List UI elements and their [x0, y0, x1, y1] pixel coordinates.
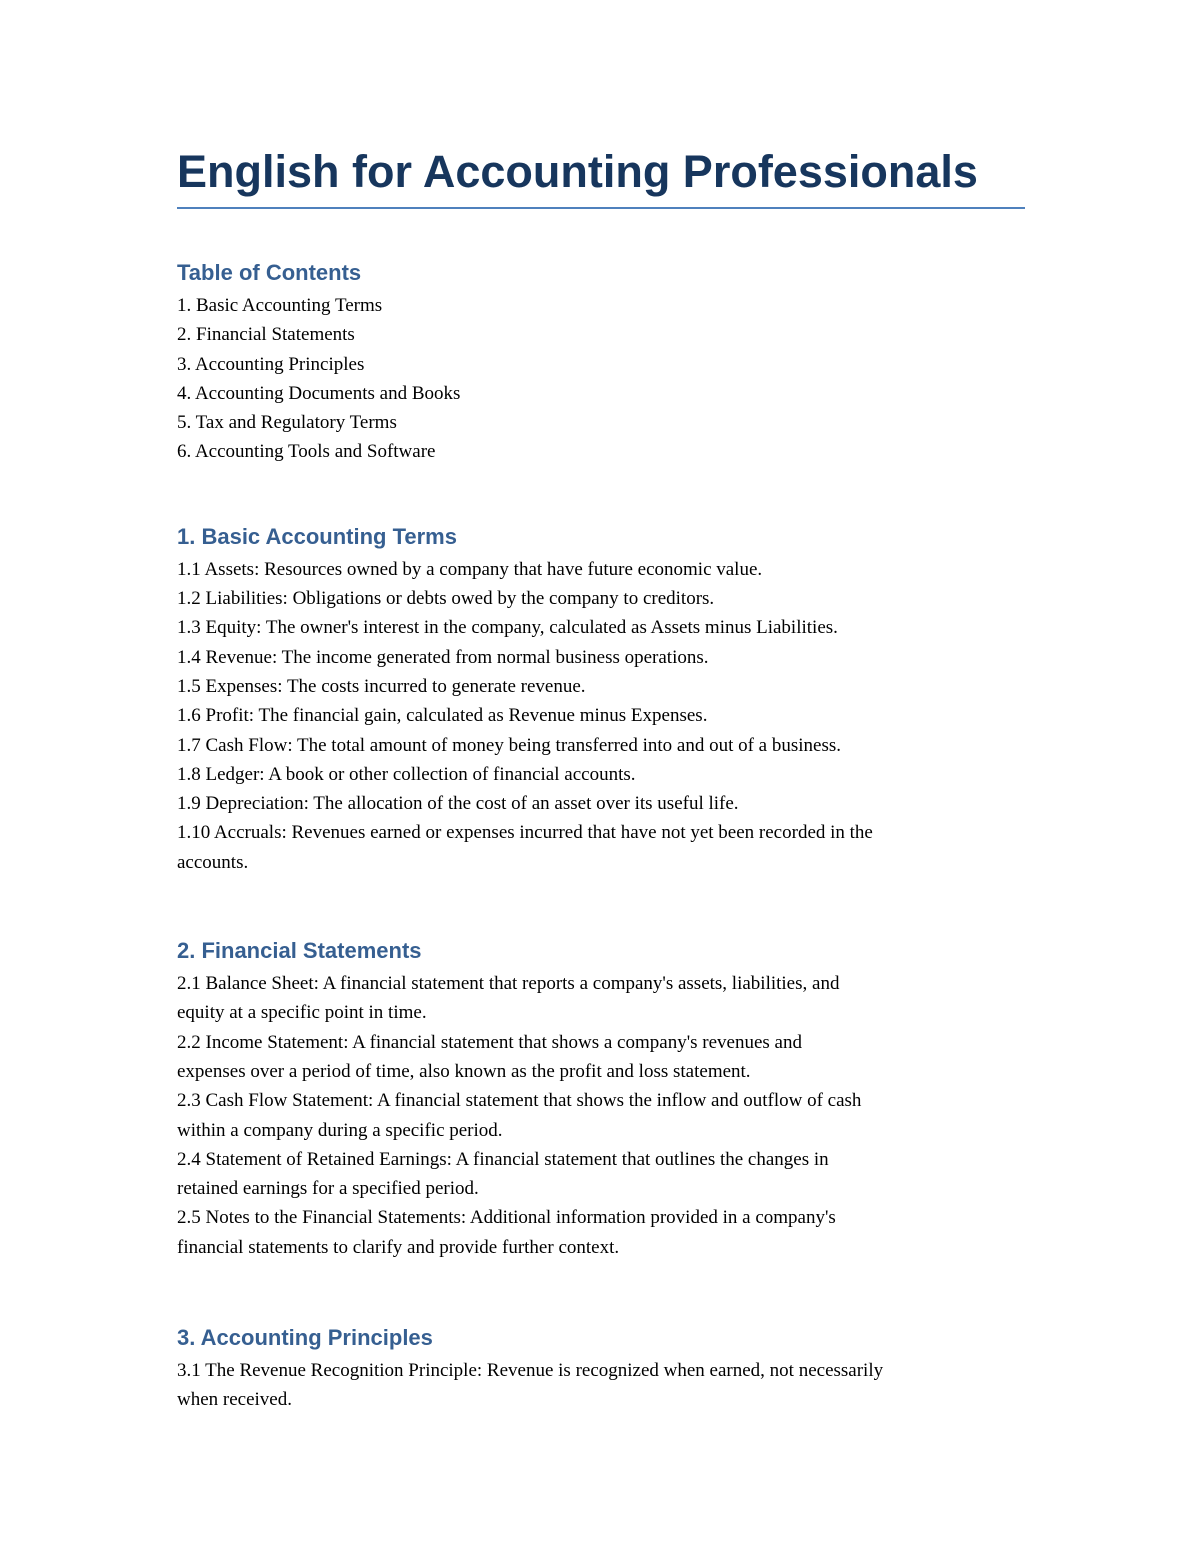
term-line: 1.4 Revenue: The income generated from normal business operations. [177, 646, 709, 668]
document-page [177, 140, 1025, 1415]
term-line: when received. [177, 1389, 292, 1411]
section-accounting-principles [177, 1324, 1025, 1415]
toc-item: 5. Tax and Regulatory Terms [177, 412, 397, 434]
table-of-contents [177, 259, 1025, 467]
term-line: 1.9 Depreciation: The allocation of the cost of an asset over its useful life. [177, 793, 739, 815]
term-line: 1.8 Ledger: A book or other collection of financial accounts. [177, 763, 636, 785]
section-heading: 3. Accounting Principles [177, 1325, 433, 1351]
term-line: financial statements to clarify and provide further context. [177, 1236, 620, 1258]
term-line: 1.1 Assets: Resources owned by a company that have future economic value. [177, 558, 763, 580]
term-line: 1.10 Accruals: Revenues earned or expenses incurred that have not yet been recorded in the [177, 822, 873, 844]
toc-item: 4. Accounting Documents and Books [177, 382, 461, 404]
term-line: 2.3 Cash Flow Statement: A financial statement that shows the inflow and outflow of cash [177, 1090, 862, 1112]
section-financial-statements [177, 937, 1025, 1262]
term-line: 2.2 Income Statement: A financial statement that shows a company's revenues and [177, 1031, 802, 1053]
section-heading: 2. Financial Statements [177, 938, 422, 964]
term-line: 1.2 Liabilities: Obligations or debts owed by the company to creditors. [177, 588, 715, 610]
term-line: retained earnings for a specified period. [177, 1178, 479, 1200]
toc-item: 2. Financial Statements [177, 324, 355, 346]
term-line: within a company during a specific period. [177, 1119, 503, 1141]
document-title: English for Accounting Professionals [177, 140, 1025, 209]
term-line: 1.5 Expenses: The costs incurred to generate revenue. [177, 675, 586, 697]
section-basic-accounting-terms [177, 523, 1025, 877]
term-line: accounts. [177, 851, 249, 873]
term-line: equity at a specific point in time. [177, 1002, 427, 1024]
term-line: 1.6 Profit: The financial gain, calculated as Revenue minus Expenses. [177, 705, 708, 727]
term-line: expenses over a period of time, also known as the profit and loss statement. [177, 1060, 751, 1082]
term-line: 3.1 The Revenue Recognition Principle: Revenue is recognized when earned, not necessarily [177, 1360, 884, 1382]
section-heading: 1. Basic Accounting Terms [177, 523, 457, 549]
toc-heading: Table of Contents [177, 260, 362, 285]
toc-item: 1. Basic Accounting Terms [177, 295, 383, 316]
term-line: 2.5 Notes to the Financial Statements: Additional information provided in a company's [177, 1207, 836, 1229]
toc-item: 6. Accounting Tools and Software [177, 441, 436, 463]
toc-item: 3. Accounting Principles [177, 353, 365, 375]
term-line: 1.7 Cash Flow: The total amount of money being transferred into and out of a business. [177, 734, 842, 756]
term-line: 2.4 Statement of Retained Earnings: A financial statement that outlines the changes in [177, 1148, 829, 1170]
term-line: 2.1 Balance Sheet: A financial statement that reports a company's assets, liabilities, and [177, 973, 840, 995]
term-line: 1.3 Equity: The owner's interest in the company, calculated as Assets minus Liabilities. [177, 617, 838, 639]
